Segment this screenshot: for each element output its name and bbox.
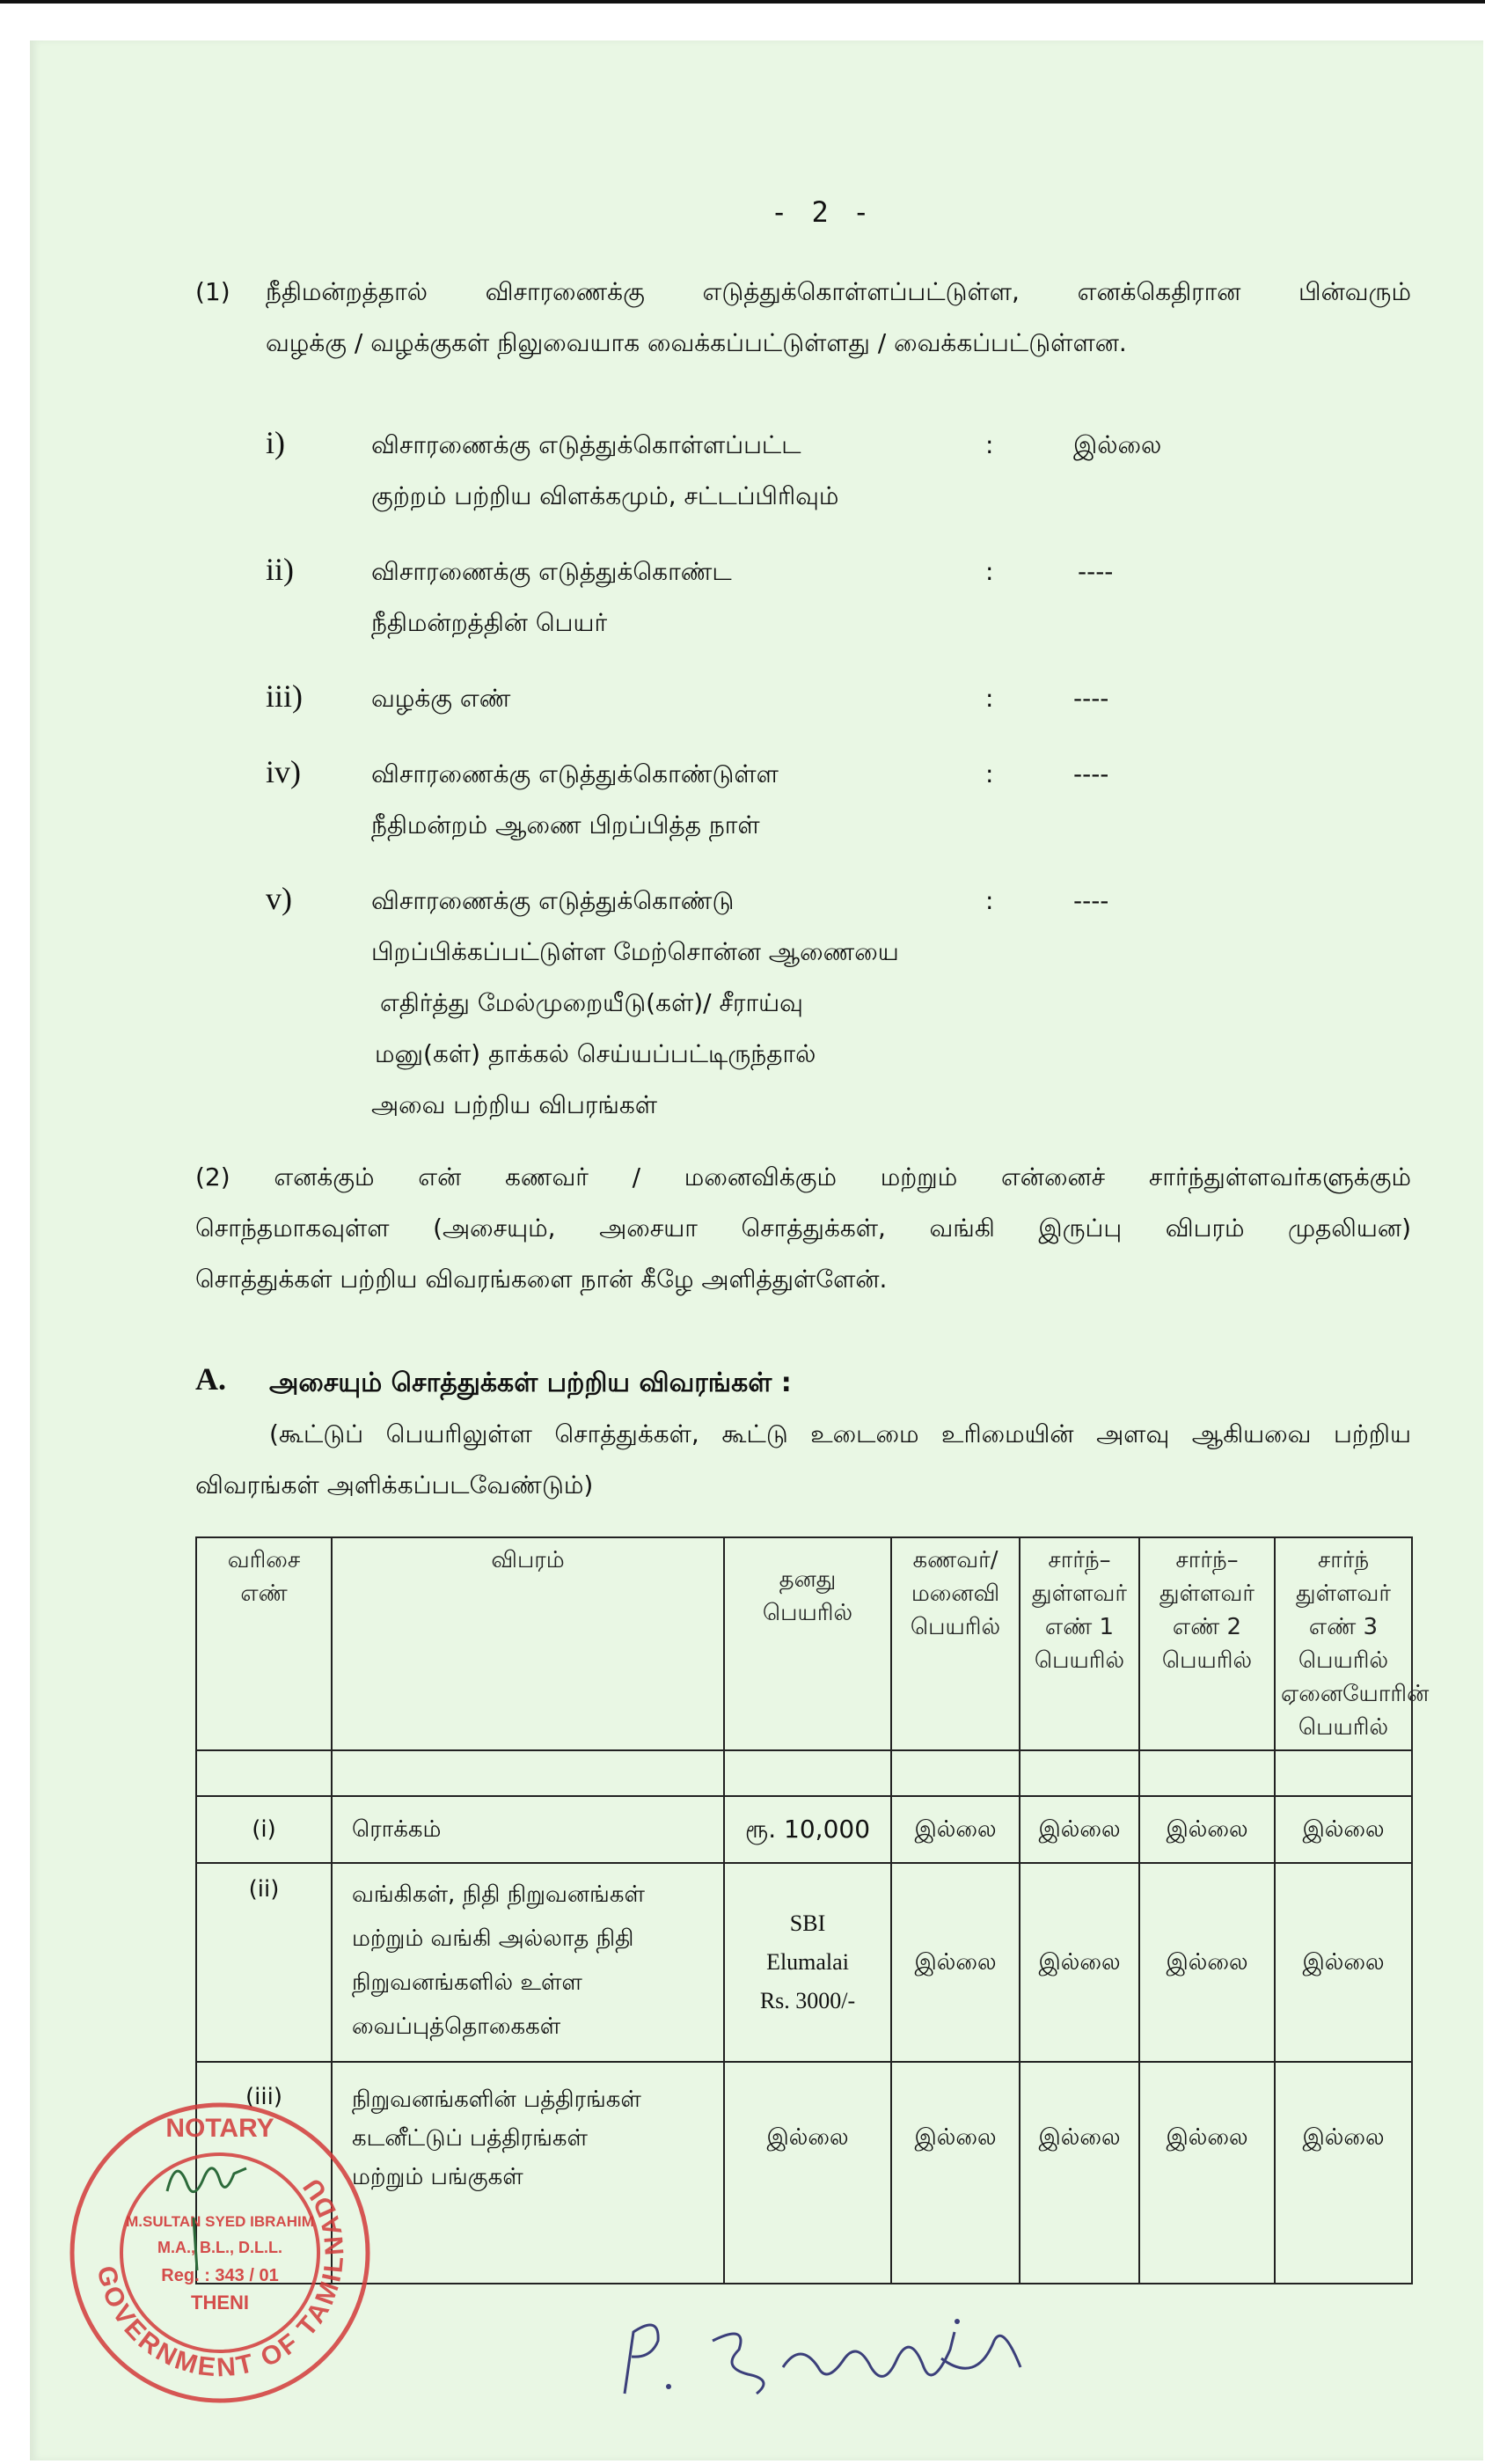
signature — [607, 2306, 1047, 2411]
self-value: SBI Elumalai Rs. 3000/- — [724, 1863, 891, 2062]
item-label-line: குற்றம் பற்றிய விளக்கமும், சட்டப்பிரிவும் — [371, 481, 839, 510]
dependent1-value: இல்லை — [1020, 1796, 1139, 1863]
column-header: தனது பெயரில் — [724, 1537, 891, 1750]
item-value: இல்லை — [1073, 430, 1162, 459]
item-colon: : — [985, 557, 994, 586]
row-description: நிறுவனங்களின் பத்திரங்கள் கடனீட்டுப் பத்திரங்கள் மற்றும் பங்குகள் — [332, 2062, 724, 2284]
table-spacer-row — [196, 1750, 1412, 1796]
table-header-row — [196, 1537, 1412, 1750]
scan-edge — [0, 0, 1485, 4]
self-value: ரூ. 10,000 — [724, 1796, 891, 1863]
svg-text:Reg. : 343 / 01: Reg. : 343 / 01 — [161, 2266, 279, 2285]
self-value: இல்லை — [724, 2062, 891, 2284]
spouse-value: இல்லை — [891, 1863, 1020, 2062]
item-label-line: அவை பற்றிய விபரங்கள் — [371, 1090, 658, 1119]
svg-text:NOTARY: NOTARY — [165, 2114, 274, 2143]
item-label-line: விசாரணைக்கு எடுத்துக்கொண்டு — [371, 886, 735, 915]
para2-line3: சொத்துக்கள் பற்றிய விவரங்களை நான் கீழே அளித்துள்ளேன். — [195, 1265, 888, 1294]
row-number: (ii) — [196, 1863, 332, 2062]
column-header: சார்ந் துள்ளவர் எண் 3 பெயரில் ஏனையோரின் பெயரில் — [1275, 1537, 1412, 1750]
svg-text:M.A., B.L., D.L.L.: M.A., B.L., D.L.L. — [157, 2239, 282, 2256]
section-a-heading: அசையும் சொத்துக்கள் பற்றிய விவரங்கள் : — [269, 1368, 792, 1398]
table-row — [196, 2062, 1412, 2284]
svg-text:M.SULTAN SYED IBRAHIM: M.SULTAN SYED IBRAHIM — [126, 2213, 314, 2230]
item-label-line: மனு(கள்) தாக்கல் செய்யப்பட்டிருந்தால் — [375, 1039, 816, 1068]
column-header: வரிசை எண் — [196, 1537, 332, 1750]
item-label-line: விசாரணைக்கு எடுத்துக்கொண்டுள்ள — [371, 759, 779, 788]
row-number: (iii) — [196, 2062, 332, 2284]
para2-line2: சொந்தமாகவுள்ள (அசையும், அசையா சொத்துக்கள், வங்கி இருப்பு விபரம் முதலியன) — [195, 1214, 1411, 1243]
row-description: வங்கிகள், நிதி நிறுவனங்கள் மற்றும் வங்கி அல்லாத நிதி நிறுவனங்களில் உள்ள வைப்புத்தொகைகள் — [332, 1863, 724, 2062]
para1-line1: நீதிமன்றத்தால் விசாரணைக்கு எடுத்துக்கொள்ளப்பட்டுள்ள, எனக்கெதிரான பின்வரும் — [266, 277, 1411, 306]
spouse-value: இல்லை — [891, 1796, 1020, 1863]
item-label-line: பிறப்பிக்கப்பட்டுள்ள மேற்சொன்ன ஆணையை — [371, 937, 899, 966]
item-label-line: நீதிமன்றம் ஆணை பிறப்பித்த நாள் — [371, 810, 760, 840]
table-row — [196, 1863, 1412, 2062]
para1-number: (1) — [195, 277, 230, 306]
dependent2-value: இல்லை — [1139, 1796, 1275, 1863]
item-label-line: விசாரணைக்கு எடுத்துக்கொள்ளப்பட்ட — [371, 430, 801, 459]
item-colon: : — [985, 759, 994, 788]
item-value: ---- — [1078, 557, 1114, 586]
column-header: விபரம் — [332, 1537, 724, 1750]
row-description: ரொக்கம் — [332, 1796, 724, 1863]
dependent3-value: இல்லை — [1275, 2062, 1412, 2284]
dependent2-value: இல்லை — [1139, 2062, 1275, 2284]
item-colon: : — [985, 430, 994, 459]
item-value: ---- — [1073, 886, 1109, 915]
item-label-line: விசாரணைக்கு எடுத்துக்கொண்ட — [371, 557, 732, 586]
dependent1-value: இல்லை — [1020, 1863, 1139, 2062]
item-colon: : — [985, 886, 994, 915]
item-label-line: வழக்கு எண் — [371, 684, 511, 713]
item-number: iii) — [266, 678, 303, 714]
column-header: கணவர்/ மனைவி பெயரில் — [891, 1537, 1020, 1750]
item-value: ---- — [1073, 759, 1109, 788]
item-label-line: நீதிமன்றத்தின் பெயர் — [371, 608, 608, 637]
row-number: (i) — [196, 1796, 332, 1863]
item-colon: : — [985, 684, 994, 713]
svg-text:THENI: THENI — [191, 2292, 249, 2314]
dependent1-value: இல்லை — [1020, 2062, 1139, 2284]
column-header: சார்ந்– துள்ளவர் எண் 1 பெயரில் — [1020, 1537, 1139, 1750]
dependent3-value: இல்லை — [1275, 1863, 1412, 2062]
section-a-note-line1: (கூட்டுப் பெயரிலுள்ள சொத்துக்கள், கூட்டு உடைமை உரிமையின் அளவு ஆகியவை பற்றிய — [269, 1419, 1411, 1448]
para1-line2: வழக்கு / வழக்குகள் நிலுவையாக வைக்கப்பட்டுள்ளது / வைக்கப்பட்டுள்ளன. — [266, 328, 1127, 357]
notary-stamp — [62, 2094, 378, 2411]
item-number: ii) — [266, 552, 294, 587]
dependent2-value: இல்லை — [1139, 1863, 1275, 2062]
item-number: v) — [266, 881, 292, 916]
item-number: i) — [266, 425, 285, 460]
spouse-value: இல்லை — [891, 2062, 1020, 2284]
item-number: iv) — [266, 754, 301, 789]
page-number: - 2 - — [771, 195, 874, 229]
section-a-letter: A. — [195, 1361, 226, 1397]
dependent3-value: இல்லை — [1275, 1796, 1412, 1863]
column-header: சார்ந்– துள்ளவர் எண் 2 பெயரில் — [1139, 1537, 1275, 1750]
svg-text:GOVERNMENT OF TAMILNADU: GOVERNMENT OF TAMILNADU — [91, 2170, 350, 2383]
section-a-note-line2: விவரங்கள் அளிக்கப்படவேண்டும்) — [195, 1470, 594, 1500]
table-row — [196, 1796, 1412, 1863]
para2-line1: (2) எனக்கும் என் கணவர் / மனைவிக்கும் மற்றும் என்னைச் சார்ந்துள்ளவர்களுக்கும் — [195, 1162, 1411, 1192]
item-value: ---- — [1073, 684, 1109, 713]
item-label-line: எதிர்த்து மேல்முறையீடு(கள்)/ சீராய்வு — [380, 988, 803, 1017]
